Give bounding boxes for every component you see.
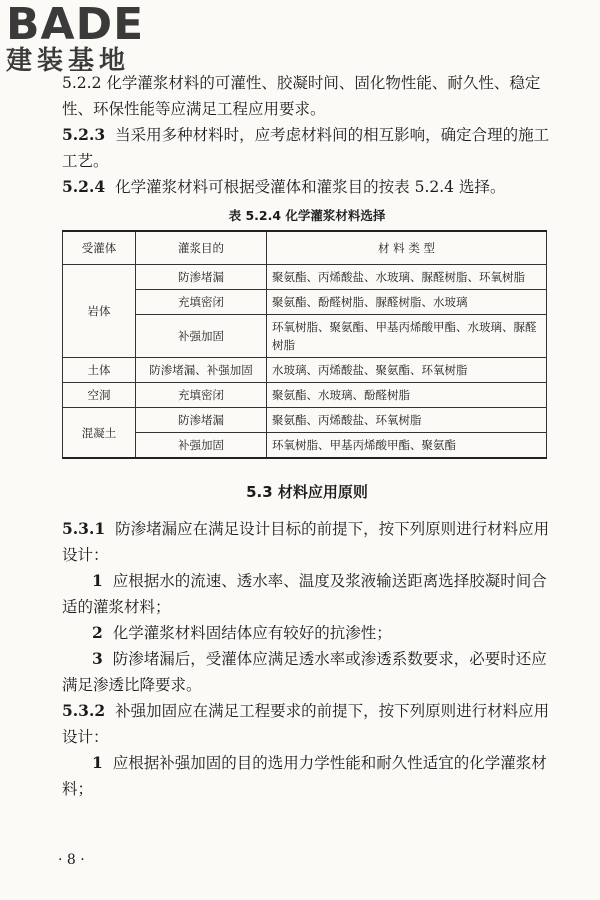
list-item (62, 620, 552, 646)
table-header-row (63, 231, 547, 265)
list-item (62, 568, 552, 620)
list-item (62, 646, 552, 698)
item-number: 2 (92, 623, 103, 642)
header-cell: 材 料 类 型 (267, 231, 547, 265)
body-cell: 岩体 (63, 265, 136, 358)
item-text: 应根据补强加固的目的选用力学性能和耐久性适宜的化学灌浆材料； (62, 754, 547, 798)
materials-cell: 聚氨酯、酚醛树脂、脲醛树脂、水玻璃 (267, 290, 547, 315)
clause-text: 防渗堵漏应在满足设计目标的前提下，按下列原则进行材料应用设计： (62, 520, 550, 564)
body-cell: 混凝土 (63, 408, 136, 459)
table-caption: 表 5.2.4 化学灌浆材料选择 (228, 208, 386, 223)
body-cell: 土体 (63, 358, 136, 383)
clause-5-2-4 (62, 174, 552, 200)
item-number: 1 (92, 571, 103, 590)
list-item (62, 750, 552, 802)
clause-number: 5.3.2 (62, 701, 106, 720)
materials-cell: 水玻璃、丙烯酸盐、聚氨酯、环氧树脂 (267, 358, 547, 383)
table-row (63, 265, 547, 290)
clause-5-3-2 (62, 698, 552, 750)
table-row (63, 358, 547, 383)
purpose-cell: 防渗堵漏 (136, 408, 267, 433)
document-page (62, 70, 552, 802)
materials-cell: 聚氨酯、丙烯酸盐、水玻璃、脲醛树脂、环氧树脂 (267, 265, 547, 290)
clause-number: 5.3.1 (62, 519, 106, 538)
table-row (63, 433, 547, 459)
material-selection-table (62, 230, 547, 459)
clause-number: 5.2.3 (62, 125, 106, 144)
purpose-cell: 充填密闭 (136, 383, 267, 408)
purpose-cell: 补强加固 (136, 433, 267, 459)
table-row (63, 383, 547, 408)
clause-number: 5.2.4 (62, 177, 106, 196)
purpose-cell: 防渗堵漏、补强加固 (136, 358, 267, 383)
materials-cell: 环氧树脂、甲基丙烯酸甲酯、聚氨酯 (267, 433, 547, 459)
table-row (63, 315, 547, 358)
purpose-cell: 防渗堵漏 (136, 265, 267, 290)
clause-text: 当采用多种材料时，应考虑材料间的相互影响，确定合理的施工工艺。 (62, 126, 550, 170)
item-text: 化学灌浆材料固结体应有较好的抗渗性； (112, 624, 392, 642)
clause-5-2-2: 5.2.2 化学灌浆材料的可灌性、胶凝时间、固化物性能、耐久性、稳定性、环保性能等应满足工程应用要求。 (62, 74, 541, 118)
clause-5-2-3 (62, 122, 552, 174)
header-cell: 受灌体 (63, 231, 136, 265)
item-number: 1 (92, 753, 103, 772)
table-row (63, 290, 547, 315)
item-number: 3 (92, 649, 103, 668)
materials-cell: 聚氨酯、丙烯酸盐、环氧树脂 (267, 408, 547, 433)
logo-text-en: BADE (6, 0, 145, 50)
clause-text: 补强加固应在满足工程要求的前提下，按下列原则进行材料应用设计： (62, 702, 550, 746)
page-number: · 8 · (58, 852, 85, 868)
clause-5-3-1 (62, 516, 552, 568)
item-text: 应根据水的流速、透水率、温度及浆液输送距离选择胶凝时间合适的灌浆材料； (62, 572, 547, 616)
materials-cell: 环氧树脂、聚氨酯、甲基丙烯酸甲酯、水玻璃、脲醛树脂 (267, 315, 547, 358)
item-text: 防渗堵漏后，受灌体应满足透水率或渗透系数要求，必要时还应满足渗透比降要求。 (62, 650, 547, 694)
logo (6, 2, 176, 76)
materials-cell: 聚氨酯、水玻璃、酚醛树脂 (267, 383, 547, 408)
section-title: 5.3 材料应用原则 (246, 483, 368, 501)
header-cell: 灌浆目的 (136, 231, 267, 265)
clause-text: 化学灌浆材料可根据受灌体和灌浆目的按表 5.2.4 选择。 (115, 178, 506, 196)
logo-text-cn: 建装基地 (6, 46, 131, 76)
table-row (63, 408, 547, 433)
purpose-cell: 补强加固 (136, 315, 267, 358)
body-cell: 空洞 (63, 383, 136, 408)
purpose-cell: 充填密闭 (136, 290, 267, 315)
